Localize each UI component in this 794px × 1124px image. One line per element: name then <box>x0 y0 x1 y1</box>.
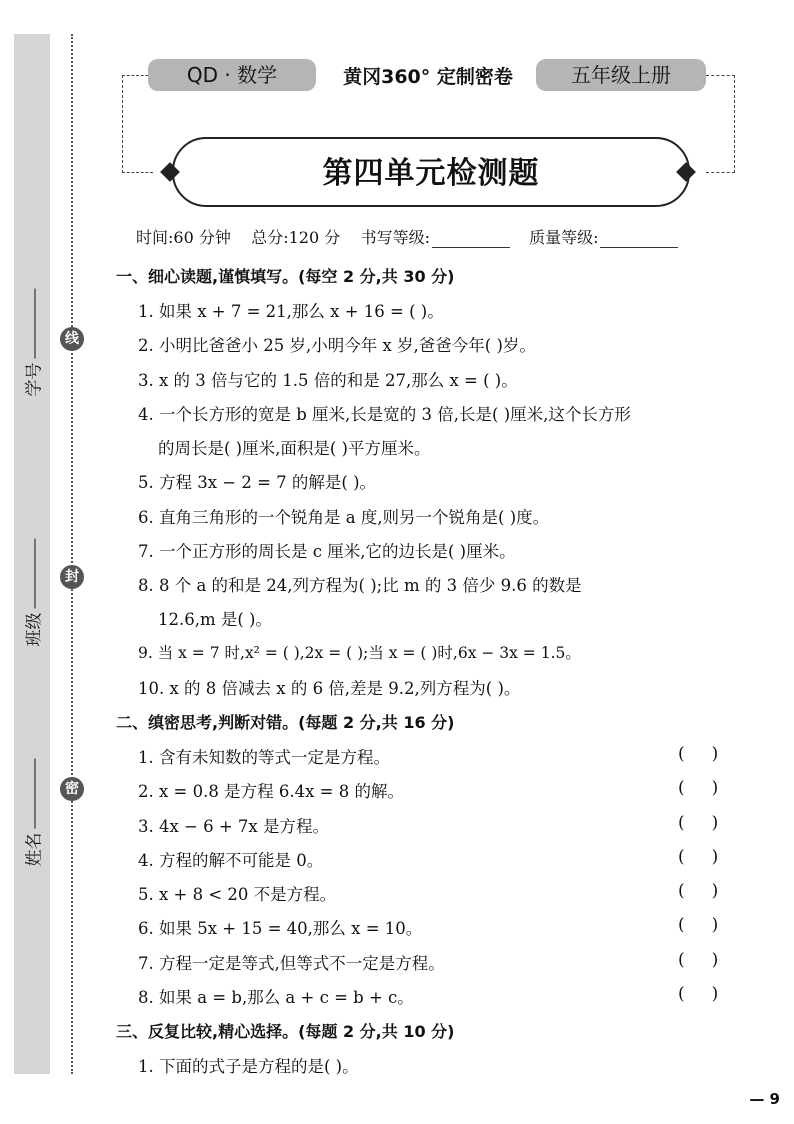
s2-item-2: 2. x = 0.8 是方程 6.4x = 8 的解。 <box>138 782 404 801</box>
exam-time: 时间:60 分钟 <box>136 228 231 247</box>
s1-q9: 9. 当 x = 7 时,x² = ( ),2x = ( );当 x = ( )时,6x − 3x = 1.5。 <box>138 644 581 662</box>
s1-q4: 4. 一个长方形的宽是 b 厘米,长是宽的 3 倍,长是( )厘米,这个长方形 <box>138 405 631 424</box>
s1-q6: 6. 直角三角形的一个锐角是 a 度,则另一个锐角是( )度。 <box>138 508 550 527</box>
writing-grade-field[interactable] <box>432 231 510 248</box>
seal-line-mark: 线 <box>60 327 84 351</box>
s2-item-8: 8. 如果 a = b,那么 a + c = b + c。 <box>138 988 414 1007</box>
s2-item-7: 7. 方程一定是等式,但等式不一定是方程。 <box>138 954 445 973</box>
exam-meta <box>136 225 692 248</box>
page-title: 第四单元检测题 <box>322 156 540 191</box>
s2-item-3: 3. 4x − 6 + 7x 是方程。 <box>138 817 329 836</box>
s1-q8-cont: 12.6,m 是( )。 <box>158 610 272 629</box>
s1-q5: 5. 方程 3x − 2 = 7 的解是( )。 <box>138 473 377 492</box>
exam-score: 总分:120 分 <box>251 228 341 247</box>
series-name: 黄冈360° 定制密卷 <box>343 66 513 88</box>
s1-q1: 1. 如果 x + 7 = 21,那么 x + 16 = ( )。 <box>138 302 444 321</box>
section1-heading: 一、细心读题,谨慎填写。(每空 2 分,共 30 分) <box>116 267 455 286</box>
student-no-label: 学号 <box>20 289 45 397</box>
s1-q3: 3. x 的 3 倍与它的 1.5 倍的和是 27,那么 x = ( )。 <box>138 371 518 390</box>
name-label: 姓名 <box>20 759 45 867</box>
subject-pill: QD · 数学 <box>148 59 316 91</box>
binding-dotted-line <box>71 34 73 1074</box>
quality-grade-field[interactable] <box>600 231 678 248</box>
quality-grade-label: 质量等级: <box>529 228 599 247</box>
section3-heading: 三、反复比较,精心选择。(每题 2 分,共 10 分) <box>116 1022 455 1041</box>
s2-answer-3[interactable]: ( ) <box>678 813 719 833</box>
s2-answer-8[interactable]: ( ) <box>678 984 719 1004</box>
s2-item-6: 6. 如果 5x + 15 = 40,那么 x = 10。 <box>138 919 423 938</box>
s2-answer-1[interactable]: ( ) <box>678 744 719 764</box>
s2-answer-6[interactable]: ( ) <box>678 915 719 935</box>
seal-secret-mark: 密 <box>60 777 84 801</box>
s1-q7: 7. 一个正方形的周长是 c 厘米,它的边长是( )厘米。 <box>138 542 516 561</box>
s3-q1: 1. 下面的式子是方程的是( )。 <box>138 1057 359 1076</box>
grade-pill: 五年级上册 <box>536 59 706 91</box>
s2-answer-2[interactable]: ( ) <box>678 778 719 798</box>
s2-item-4: 4. 方程的解不可能是 0。 <box>138 851 324 870</box>
page-number: — 9 <box>749 1090 780 1108</box>
writing-grade-label: 书写等级: <box>360 228 430 247</box>
class-label: 班级 <box>20 539 45 647</box>
s2-answer-5[interactable]: ( ) <box>678 881 719 901</box>
header-left-dashed-frame <box>122 75 153 173</box>
s1-q2: 2. 小明比爸爸小 25 岁,小明今年 x 岁,爸爸今年( )岁。 <box>138 336 536 355</box>
s2-item-1: 1. 含有未知数的等式一定是方程。 <box>138 748 390 767</box>
s1-q8: 8. 8 个 a 的和是 24,列方程为( );比 m 的 3 倍少 9.6 的数是 <box>138 576 582 595</box>
seal-seal-mark: 封 <box>60 565 84 589</box>
s2-answer-7[interactable]: ( ) <box>678 950 719 970</box>
section2-heading: 二、缜密思考,判断对错。(每题 2 分,共 16 分) <box>116 713 455 732</box>
header-right-dashed-frame <box>706 75 735 173</box>
s2-item-5: 5. x + 8 < 20 不是方程。 <box>138 885 337 904</box>
s1-q4-cont: 的周长是( )厘米,面积是( )平方厘米。 <box>158 439 431 458</box>
s2-answer-4[interactable]: ( ) <box>678 847 719 867</box>
s1-q10: 10. x 的 8 倍减去 x 的 6 倍,差是 9.2,列方程为( )。 <box>138 679 521 698</box>
